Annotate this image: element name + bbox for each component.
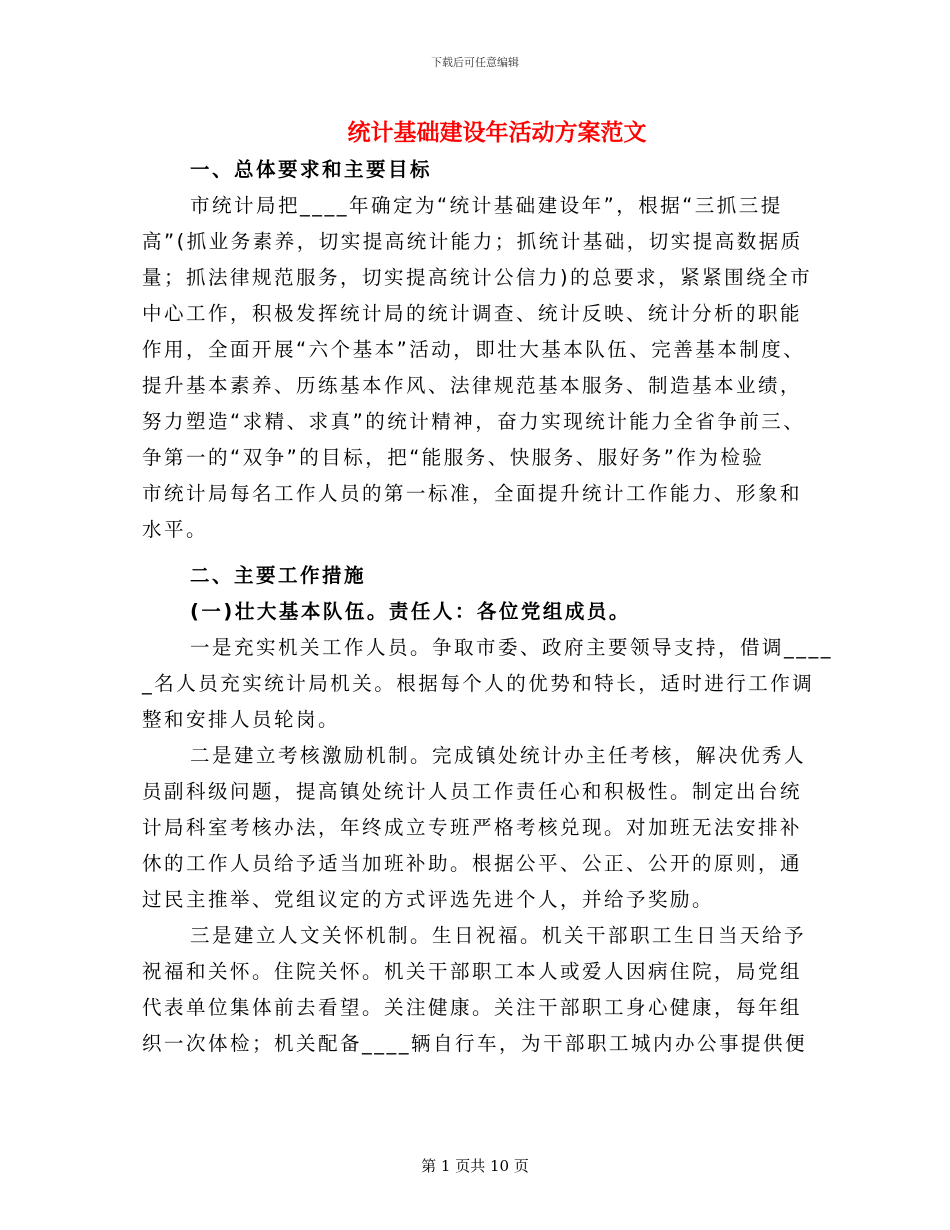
paragraph-line: 市统计局把____年确定为“统计基础建设年”，根据“三抓三提 bbox=[190, 194, 783, 217]
subsection-heading: (一)壮大基本队伍。责任人：各位党组成员。 bbox=[190, 600, 631, 623]
document-body bbox=[142, 152, 834, 1062]
document-title: 统计基础建设年活动方案范文 bbox=[347, 119, 647, 146]
paragraph-line: 计局科室考核办法，年终成立专班严格考核兑现。对加班无法安排补 bbox=[142, 816, 803, 839]
paragraph-line: 中心工作，积极发挥统计局的统计调查、统计反映、统计分析的职能 bbox=[142, 302, 803, 325]
paragraph-line: 提升基本素养、历练基本作风、法律规范基本服务、制造基本业绩， bbox=[142, 374, 803, 397]
section-heading: 一、总体要求和主要目标 bbox=[190, 158, 433, 181]
paragraph-line: 祝福和关怀。住院关怀。机关干部职工本人或爱人因病住院，局党组 bbox=[142, 960, 803, 983]
paragraph-line: 二是建立考核激励机制。完成镇处统计办主任考核，解决优秀人 bbox=[190, 744, 807, 767]
page-footer: 第 1 页共 10 页 bbox=[421, 1157, 529, 1175]
paragraph-line: _名人员充实统计局机关。根据每个人的优势和特长，适时进行工作调 bbox=[142, 672, 815, 695]
paragraph-line: 整和安排人员轮岗。 bbox=[142, 708, 341, 731]
paragraph-line: 员副科级问题，提高镇处统计人员工作责任心和积极性。制定出台统 bbox=[142, 780, 803, 803]
paragraph-line: 努力塑造“求精、求真”的统计精神，奋力实现统计能力全省争前三、 bbox=[142, 410, 806, 433]
paragraph-line: 争第一的“双争”的目标，把“能服务、快服务、服好务”作为检验 bbox=[142, 446, 765, 469]
paragraph-line: 休的工作人员给予适当加班补助。根据公平、公正、公开的原则，通 bbox=[142, 852, 803, 875]
paragraph-line: 市统计局每名工作人员的第一标准，全面提升统计工作能力、形象和 bbox=[142, 482, 803, 505]
paragraph-line: 代表单位集体前去看望。关注健康。关注干部职工身心健康，每年组 bbox=[142, 996, 803, 1019]
paragraph-line: 高”(抓业务素养，切实提高统计能力；抓统计基础，切实提高数据质 bbox=[142, 230, 803, 253]
paragraph-line: 水平。 bbox=[142, 518, 209, 541]
paragraph-line: 三是建立人文关怀机制。生日祝福。机关干部职工生日当天给予 bbox=[190, 924, 807, 947]
paragraph-line: 量；抓法律规范服务，切实提高统计公信力)的总要求，紧紧围绕全市 bbox=[142, 266, 813, 289]
paragraph-line: 作用，全面开展“六个基本”活动，即壮大基本队伍、完善基本制度、 bbox=[142, 338, 806, 361]
page-header: 下载后可任意编辑 bbox=[431, 56, 519, 69]
section-heading: 二、主要工作措施 bbox=[190, 564, 367, 587]
paragraph-line: 织一次体检；机关配备____辆自行车，为干部职工城内办公事提供便 bbox=[142, 1032, 808, 1055]
paragraph-line: 过民主推举、党组议定的方式评选先进个人，并给予奖励。 bbox=[142, 888, 715, 911]
paragraph-line: 一是充实机关工作人员。争取市委、政府主要领导支持，借调____ bbox=[190, 636, 834, 659]
